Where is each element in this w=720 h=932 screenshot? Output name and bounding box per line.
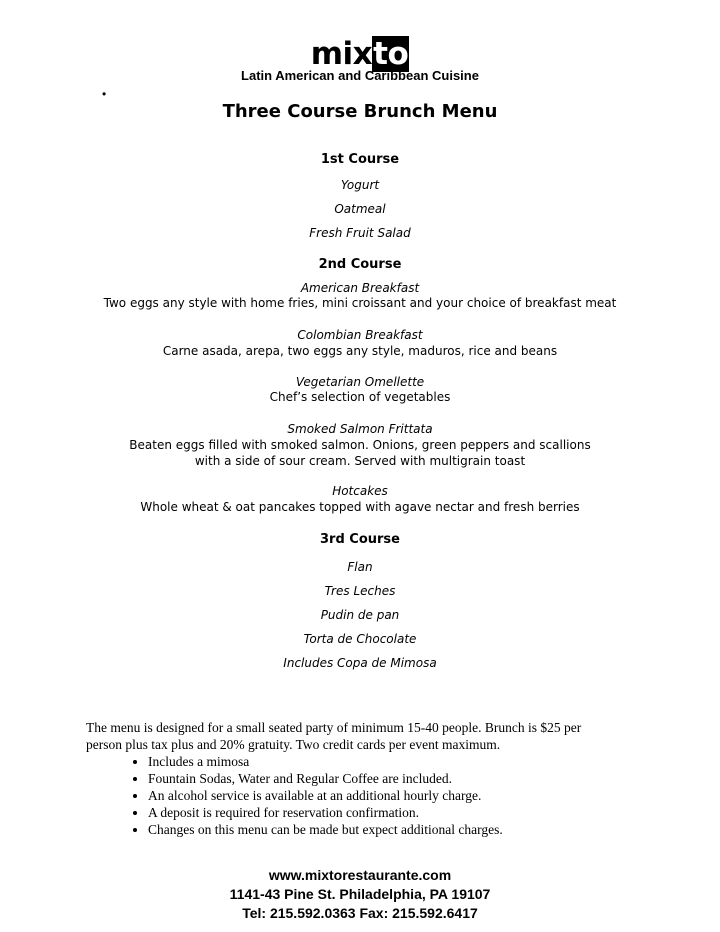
course1-item-fruit-salad: Fresh Fruit Salad (309, 226, 411, 240)
course2-desc-smoked-salmon-line2: with a side of sour cream. Served with multigrain toast (194, 454, 526, 468)
course-heading-3: 3rd Course (320, 532, 400, 547)
course2-item-hotcakes: Hotcakes (332, 484, 388, 498)
notes-bullet-list (86, 753, 646, 838)
notes-bullet-item: • A deposit is required for reservation confirmation. (148, 804, 646, 821)
course2-item-american-breakfast: American Breakfast (300, 281, 420, 295)
course3-item-pudin-de-pan: Pudin de pan (320, 608, 400, 622)
logo-text-mix: mix (310, 36, 373, 72)
course2-desc-vegetarian-omellette: Chef’s selection of vegetables (269, 390, 451, 404)
mixto-logo (0, 38, 720, 72)
course3-item-torta-de-chocolate: Torta de Chocolate (303, 632, 417, 646)
course-heading-1: 1st Course (320, 152, 400, 167)
menu-title: Three Course Brunch Menu (222, 101, 498, 122)
notes-intro-line1: The menu is designed for a small seated party of minimum 15-40 people. Brunch is $25 per (86, 720, 582, 735)
phone-fax-text: Tel: 215.592.0363 Fax: 215.592.6417 (242, 905, 478, 921)
notes-bullet-item: • Changes on this menu can be made but expect additional charges. (148, 821, 646, 838)
course2-desc-hotcakes: Whole wheat & oat pancakes topped with agave nectar and fresh berries (140, 500, 580, 514)
course2-desc-smoked-salmon-line1: Beaten eggs filled with smoked salmon. Onions, green peppers and scallions (129, 438, 591, 452)
course1-item-yogurt: Yogurt (340, 178, 380, 192)
course2-desc-colombian-breakfast: Carne asada, arepa, two eggs any style, maduros, rice and beans (162, 344, 558, 358)
course3-item-flan: Flan (347, 560, 373, 574)
course3-item-tres-leches: Tres Leches (324, 584, 396, 598)
notes-bullet-item: • An alcohol service is available at an additional hourly charge. (148, 787, 646, 804)
website-text: www.mixtorestaurante.com (268, 867, 452, 883)
notes-bullet-item: • Fountain Sodas, Water and Regular Coffee are included. (148, 770, 646, 787)
tagline: Latin American and Caribbean Cuisine (241, 68, 479, 83)
course2-item-vegetarian-omellette: Vegetarian Omellette (295, 375, 425, 389)
contact-footer (0, 866, 720, 923)
logo-text-to: to (373, 36, 409, 72)
notes-intro-line2: person plus tax plus and 20% gratuity. Two credit cards per event maximum. (86, 737, 501, 752)
course2-desc-american-breakfast: Two eggs any style with home fries, mini croissant and your choice of breakfast meat (103, 296, 617, 310)
menu-notes (86, 719, 646, 838)
course3-item-copa-de-mimosa: Includes Copa de Mimosa (283, 656, 437, 670)
course1-item-oatmeal: Oatmeal (334, 202, 386, 216)
course2-item-colombian-breakfast: Colombian Breakfast (297, 328, 423, 342)
course-heading-2: 2nd Course (318, 257, 402, 272)
course2-item-smoked-salmon-frittata: Smoked Salmon Frittata (287, 422, 433, 436)
notes-bullet-item: • Includes a mimosa (148, 753, 646, 770)
stray-bullet: • (102, 87, 107, 101)
address-text: 1141-43 Pine St. Philadelphia, PA 19107 (229, 886, 491, 902)
